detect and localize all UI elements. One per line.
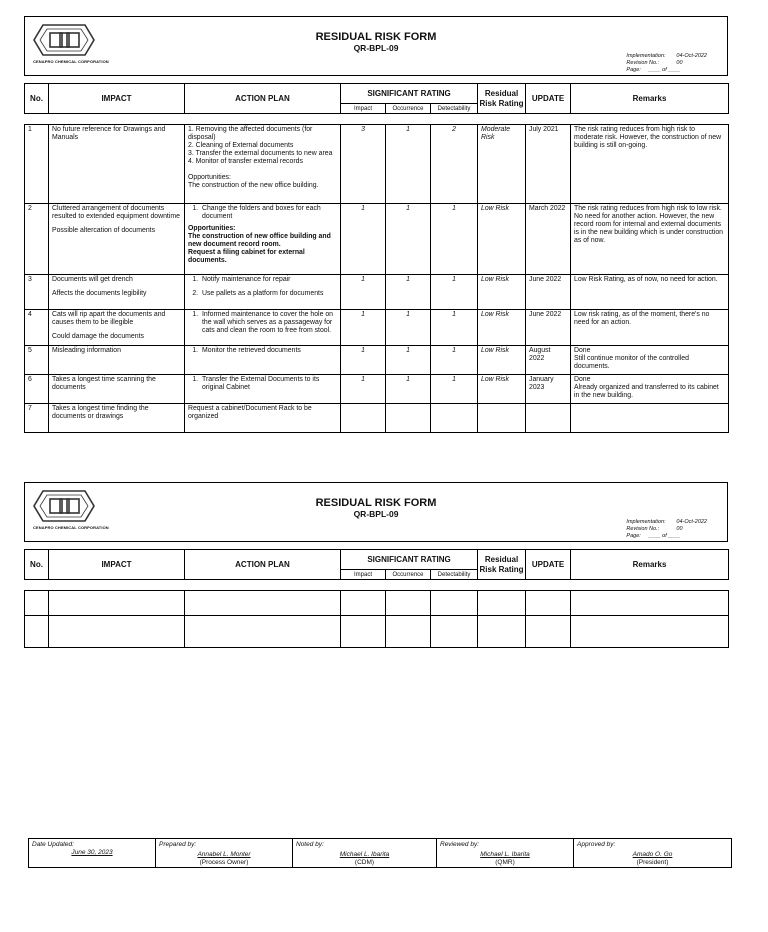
table-row: [25, 204, 729, 275]
col-no: No.: [25, 550, 49, 580]
col-impact: IMPACT: [49, 84, 185, 114]
remarks-text: Low risk rating, as of the moment, there's no need for an action.: [574, 311, 710, 326]
rating-occurrence: 1: [386, 310, 431, 346]
impact-text: Possible altercation of documents: [52, 227, 156, 234]
reviewed-by-cell: [437, 839, 574, 867]
prepared-by-label: Prepared by:: [159, 841, 197, 848]
empty-cell[interactable]: [25, 591, 49, 616]
empty-cell[interactable]: [478, 616, 526, 648]
approved-by-name: Amado O. Go: [632, 851, 673, 858]
form-title: RESIDUAL RISK FORM: [315, 31, 437, 43]
table-row: [25, 591, 729, 616]
impact-text: No future reference for Drawings and Manuals: [52, 126, 166, 141]
update-date: June 2022: [526, 310, 571, 346]
rating-detectability: 2: [431, 125, 478, 204]
revision-value: 00: [676, 60, 683, 66]
empty-risk-table: [24, 590, 729, 648]
empty-cell[interactable]: [431, 591, 478, 616]
table-row: [25, 275, 729, 310]
remarks-text: Done: [574, 347, 591, 354]
impact-text: Takes a longest time finding the documents or drawings: [52, 405, 149, 420]
remarks-text: The risk rating reduces from high risk to moderate risk. However, the construction of new building is still on-going.: [574, 126, 722, 149]
rating-impact: 1: [341, 204, 386, 275]
residual-rating: Low Risk: [478, 346, 526, 375]
empty-cell[interactable]: [25, 616, 49, 648]
empty-cell[interactable]: [49, 591, 185, 616]
implementation-label: Implementation:: [626, 53, 666, 59]
row-remarks: [571, 310, 729, 346]
rating-detectability: 1: [431, 346, 478, 375]
implementation-value: 04-Oct-2022: [676, 519, 707, 525]
residual-rating: [478, 404, 526, 433]
empty-cell[interactable]: [386, 616, 431, 648]
residual-rating: Low Risk: [478, 375, 526, 404]
revision-value: 00: [676, 526, 683, 532]
action-item: 1. Notify maintenance for repair: [200, 276, 337, 284]
action-item: 2. Use pallets as a platform for documents: [200, 290, 337, 298]
row-impact: [49, 310, 185, 346]
row-action: Request a cabinet/Document Rack to be organized: [185, 404, 341, 433]
rating-detectability: 1: [431, 275, 478, 310]
rating-detectability: 1: [431, 375, 478, 404]
remarks-text: Done: [574, 376, 591, 383]
row-impact: [49, 404, 185, 433]
table-row: [25, 375, 729, 404]
action-item: 1. Transfer the External Documents to its original Cabinet: [200, 376, 337, 392]
row-impact: [49, 204, 185, 275]
col-impact: IMPACT: [49, 550, 185, 580]
empty-cell[interactable]: [526, 591, 571, 616]
revision-label: Revision No.:: [626, 60, 660, 66]
action-line: The construction of the new office building.: [188, 182, 319, 189]
col-update: UPDATE: [526, 550, 571, 580]
page-value: ____ of ____: [648, 67, 681, 73]
remarks-text: Low Risk Rating, as of now, no need for action.: [574, 276, 718, 283]
page-label: Page:: [626, 67, 641, 73]
action-line: 1. Removing the affected documents (for disposal): [188, 126, 313, 141]
row-remarks: [571, 404, 729, 433]
column-header-table: [24, 83, 729, 114]
reviewed-by-name: Michael L. Ibarita: [480, 851, 530, 858]
row-no: 6: [25, 375, 49, 404]
row-impact: [49, 275, 185, 310]
rating-occurrence: [386, 404, 431, 433]
revision-label: Revision No.:: [626, 526, 660, 532]
empty-cell[interactable]: [185, 591, 341, 616]
residual-rating: Low Risk: [478, 310, 526, 346]
rating-occurrence: 1: [386, 275, 431, 310]
noted-by-label: Noted by:: [296, 841, 324, 848]
rating-occurrence: 1: [386, 204, 431, 275]
table-row: [25, 404, 729, 433]
col-remarks: Remarks: [571, 84, 729, 114]
col-occurrence-sub: Occurrence: [386, 570, 431, 580]
empty-cell[interactable]: [478, 591, 526, 616]
empty-cell[interactable]: [185, 616, 341, 648]
rating-impact: [341, 404, 386, 433]
empty-cell[interactable]: [386, 591, 431, 616]
residual-rating: Low Risk: [478, 275, 526, 310]
action-line: 2. Cleaning of External documents: [188, 142, 294, 149]
col-remarks: Remarks: [571, 550, 729, 580]
company-name: CENAPRO CHEMICAL CORPORATION: [33, 525, 109, 530]
noted-by-name: Michael L. Ibarita: [339, 851, 390, 858]
row-no: 1: [25, 125, 49, 204]
row-action: [185, 346, 341, 375]
implementation-label: Implementation:: [626, 519, 666, 525]
col-impact-sub: Impact: [341, 104, 386, 114]
date-updated-label: Date Updated:: [32, 841, 74, 848]
impact-text: Affects the documents legibility: [52, 290, 147, 297]
prepared-by-name: Annabel L. Monter: [197, 851, 251, 858]
empty-cell[interactable]: [49, 616, 185, 648]
form-header: [24, 16, 728, 76]
col-detectability-sub: Detectability: [431, 104, 478, 114]
risk-table: [24, 124, 729, 433]
col-residual: Residual Risk Rating: [478, 550, 526, 580]
opportunity-text: The construction of new office building and new document record room.: [188, 233, 331, 248]
table-row: [25, 616, 729, 648]
row-action: [185, 375, 341, 404]
impact-text: Cats will rip apart the documents and causes them to be illegible: [52, 311, 166, 326]
empty-cell[interactable]: [431, 616, 478, 648]
page-value: ____ of ____: [648, 533, 681, 539]
form-meta: [626, 53, 707, 74]
row-remarks: [571, 375, 729, 404]
col-action-plan: ACTION PLAN: [185, 550, 341, 580]
table-row: [25, 346, 729, 375]
column-header-table: [24, 549, 729, 580]
residual-rating: Low Risk: [478, 204, 526, 275]
implementation-value: 04-Oct-2022: [676, 53, 707, 59]
form-header: [24, 482, 728, 542]
empty-cell[interactable]: [526, 616, 571, 648]
row-no: 4: [25, 310, 49, 346]
update-date: July 2021: [526, 125, 571, 204]
date-updated-cell: [29, 839, 156, 867]
approved-by-cell: [574, 839, 731, 867]
impact-text: Could damage the documents: [52, 333, 144, 340]
noted-by-cell: [293, 839, 437, 867]
action-line: 4. Monitor of transfer external records: [188, 158, 303, 165]
form-code: QR-BPL-09: [353, 509, 399, 519]
action-line: 3. Transfer the external documents to new area: [188, 150, 333, 157]
rating-impact: 1: [341, 375, 386, 404]
remarks-text: The risk rating reduces from high risk to low risk. No need for another action. However, the new record room for internal and external documents is in the new building which is under construction as of now.: [574, 205, 723, 244]
row-action: [185, 275, 341, 310]
noted-by-role: (CDM): [354, 859, 375, 866]
opportunities-label: Opportunities:: [188, 225, 236, 232]
impact-text: Takes a longest time scanning the documents: [52, 376, 156, 391]
rating-occurrence: 1: [386, 375, 431, 404]
row-remarks: [571, 275, 729, 310]
form-page-2: [24, 482, 728, 648]
rating-impact: 3: [341, 125, 386, 204]
rating-detectability: 1: [431, 310, 478, 346]
remarks-text: Already organized and transferred to its cabinet in the new building.: [574, 384, 719, 399]
row-impact: [49, 125, 185, 204]
col-update: UPDATE: [526, 84, 571, 114]
row-action: [185, 310, 341, 346]
update-date: March 2022: [526, 204, 571, 275]
rating-impact: 1: [341, 310, 386, 346]
col-significant-rating: SIGNIFICANT RATING: [341, 84, 478, 104]
form-title: RESIDUAL RISK FORM: [315, 497, 437, 509]
col-action-plan: ACTION PLAN: [185, 84, 341, 114]
company-name: CENAPRO CHEMICAL CORPORATION: [33, 59, 109, 64]
action-line: Opportunities:: [188, 174, 231, 181]
rating-impact: 1: [341, 275, 386, 310]
col-significant-rating: SIGNIFICANT RATING: [341, 550, 478, 570]
page-label: Page:: [626, 533, 641, 539]
empty-cell[interactable]: [571, 616, 729, 648]
row-no: 2: [25, 204, 49, 275]
empty-cell[interactable]: [341, 591, 386, 616]
empty-cell[interactable]: [571, 591, 729, 616]
rating-detectability: 1: [431, 204, 478, 275]
update-date: August 2022: [526, 346, 571, 375]
reviewed-by-role: (QMR): [495, 859, 515, 866]
row-impact: [49, 346, 185, 375]
col-detectability-sub: Detectability: [431, 570, 478, 580]
residual-rating: Moderate Risk: [478, 125, 526, 204]
approved-by-label: Approved by:: [577, 841, 616, 848]
action-item: 1. Change the folders and boxes for each document: [200, 205, 337, 221]
table-row: [25, 310, 729, 346]
form-code: QR-BPL-09: [353, 43, 399, 53]
row-action: [185, 204, 341, 275]
impact-text: Documents will get drench: [52, 276, 133, 283]
col-impact-sub: Impact: [341, 570, 386, 580]
row-remarks: [571, 204, 729, 275]
prepared-by-cell: [156, 839, 293, 867]
date-updated-value: June 30, 2023: [71, 849, 113, 856]
col-occurrence-sub: Occurrence: [386, 104, 431, 114]
rating-detectability: [431, 404, 478, 433]
row-remarks: [571, 125, 729, 204]
row-remarks: [571, 346, 729, 375]
impact-text: Misleading information: [52, 347, 121, 354]
opportunity-text: Request a filing cabinet for external documents.: [188, 249, 305, 264]
action-item: 1. Informed maintenance to cover the hole on the wall which serves as a passageway for cats and clean the room to free from stool.: [200, 311, 337, 335]
impact-text: Cluttered arrangement of documents resulted to extended equipment downtime: [52, 205, 180, 220]
remarks-text: Still continue monitor of the controlled documents.: [574, 355, 689, 370]
empty-cell[interactable]: [341, 616, 386, 648]
update-date: January 2023: [526, 375, 571, 404]
row-no: 7: [25, 404, 49, 433]
update-date: [526, 404, 571, 433]
table-row: [25, 125, 729, 204]
form-meta: [626, 519, 707, 540]
row-action: [185, 125, 341, 204]
signature-footer: [28, 838, 732, 868]
row-impact: [49, 375, 185, 404]
col-no: No.: [25, 84, 49, 114]
form-page-1: [24, 16, 728, 433]
reviewed-by-label: Reviewed by:: [440, 841, 480, 848]
col-residual: Residual Risk Rating: [478, 84, 526, 114]
rating-occurrence: 1: [386, 125, 431, 204]
update-date: June 2022: [526, 275, 571, 310]
rating-occurrence: 1: [386, 346, 431, 375]
approved-by-role: (President): [636, 859, 669, 866]
prepared-by-role: (Process Owner): [199, 859, 249, 866]
row-no: 3: [25, 275, 49, 310]
rating-impact: 1: [341, 346, 386, 375]
row-no: 5: [25, 346, 49, 375]
action-item: 1. Monitor the retrieved documents: [200, 347, 337, 355]
